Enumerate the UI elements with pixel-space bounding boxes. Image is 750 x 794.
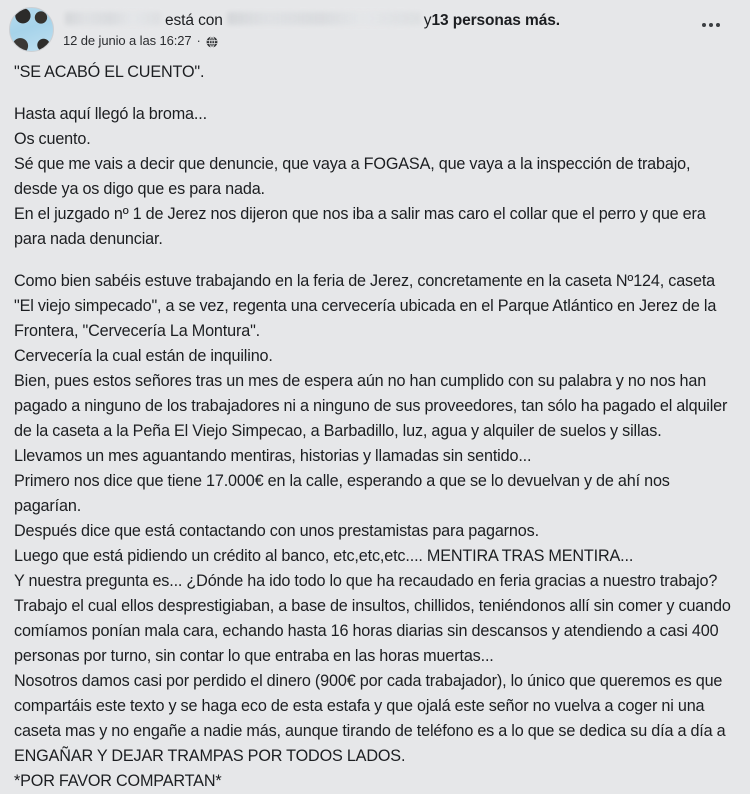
tagged-name-redacted[interactable] [227, 12, 421, 25]
post-header-text [63, 6, 560, 49]
byline-more-count[interactable]: 13 personas más. [431, 12, 560, 29]
avatar[interactable] [9, 7, 54, 52]
post-timestamp[interactable]: 12 de junio a las 16:27 [63, 32, 192, 48]
post-meta [63, 34, 560, 49]
post-paragraph: "SE ACABÓ EL CUENTO". [14, 63, 205, 81]
menu-dot [709, 23, 713, 27]
author-name-redacted[interactable] [65, 12, 161, 25]
meta-separator: · [196, 32, 201, 48]
byline-more-prefix: y [423, 12, 432, 29]
globe-public-icon[interactable] [206, 36, 218, 48]
post-header [0, 0, 750, 56]
menu-dot [702, 23, 706, 27]
menu-dot [716, 23, 720, 27]
post-paragraph: Hasta aquí llegó la broma... Os cuento. Sé que me vais a decir que denuncie, que vaya a FOGASA, que vaya a la inspección de trabajo, desde ya os digo que es para nada. En el juzgado nº 1 de Jerez nos dijeron que nos iba a salir mas caro el collar que el perro y que era para nada denunciar. [14, 105, 706, 248]
post-paragraph: Como bien sabéis estuve trabajando en la feria de Jerez, concretamente en la caseta Nº124, caseta "El viejo simpecado", a se vez, regenta una cervecería ubicada en el Parque Atlántico en Jerez de la Frontera, "Cervecería La Montura". Cervecería la cual están de inquilino. Bien, pues estos señores tras un mes de espera aún no han cumplido con su palabra y no nos han pagado a ninguno de los trabajadores ni a ninguno de sus proveedores, tan sólo ha pagado el alquiler de la caseta a la Peña El Viejo Simpecao, a Barbadillo, luz, agua y alquiler de suelos y sillas. Llevamos un mes aguantando mentiras, historias y llamadas sin sentido... Primero nos dice que tiene 17.000€ en la calle, esperando a que se lo devuelvan y de ahí nos pagarían. Después dice que está contactando con unos prestamistas para pagarnos. Luego que está pidiendo un crédito al banco, etc,etc,etc.... MENTIRA TRAS MENTIRA... Y nuestra pregunta es... ¿Dónde ha ido todo lo que ha recaudado en feria gracias a nuestro trabajo? Trabajo el cual ellos desprestigiaban, a base de insultos, chillidos, teniéndonos allí sin comer y cuando comíamos ponían mala cara, echando hasta 16 horas diarias sin descansos y atendiendo a casi 400 personas por turno, sin contar lo que entraba en las horas muertas... Nosotros damos casi por perdido el dinero (900€ por cada trabajador), lo único que queremos es que compartáis este texto y se haga eco de esta estafa y que ojalá este señor no vuelva a coger ni una caseta mas y no engañe a nadie más, aunque tirando de teléfono es a lo que se dedica su día a día a ENGAÑAR Y DEJAR TRAMPAS POR TODOS LADOS. *POR FAVOR COMPARTAN* [14, 272, 731, 790]
more-options-icon[interactable] [694, 16, 728, 34]
byline-with-text: está con [165, 12, 223, 29]
post-body [0, 56, 750, 794]
post-byline [63, 12, 560, 30]
